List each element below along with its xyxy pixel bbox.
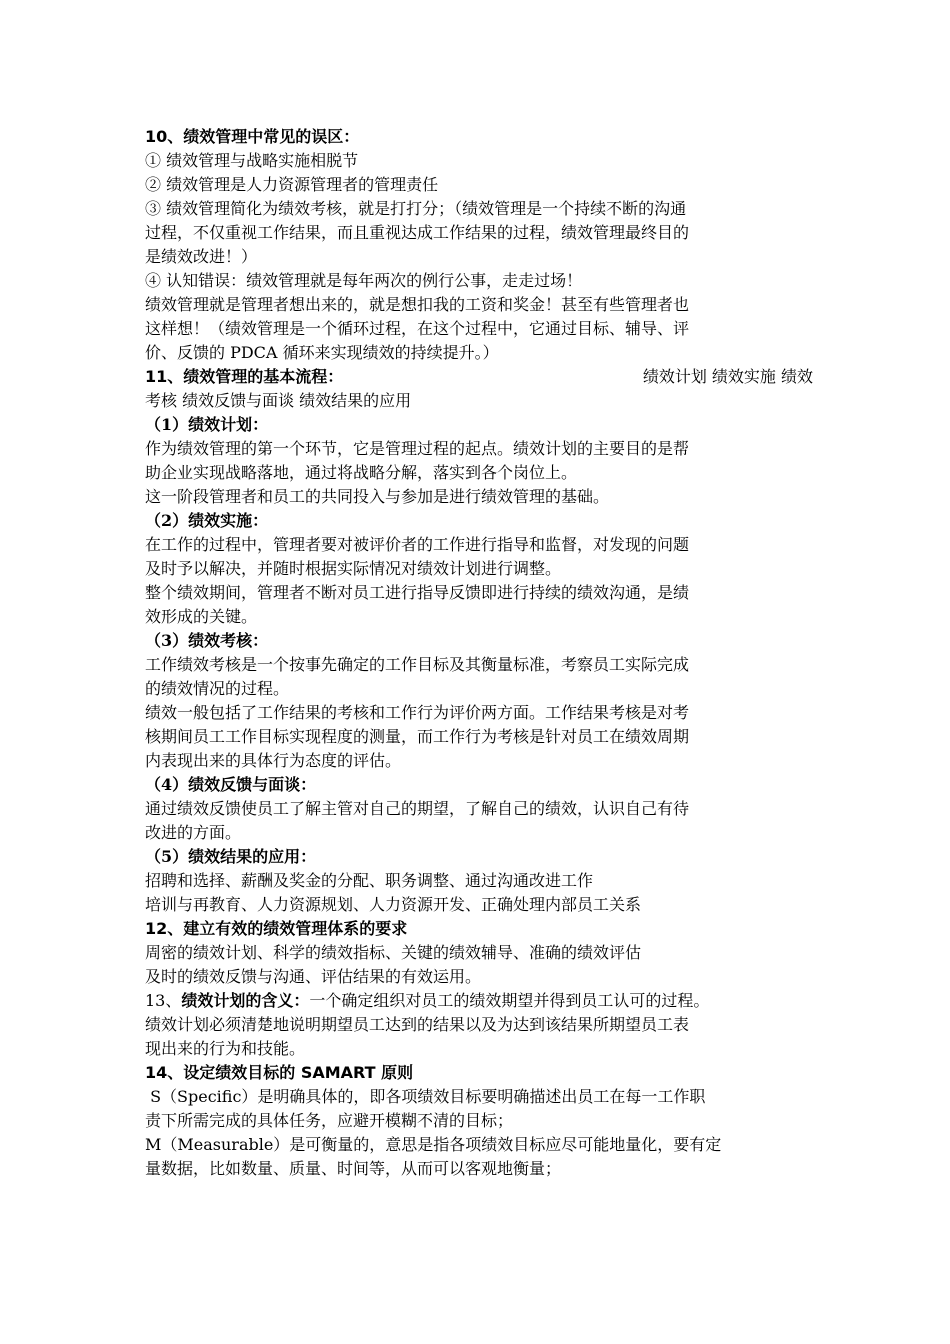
paragraph: 及时予以解决，并随时根据实际情况对绩效计划进行调整。 — [145, 559, 562, 578]
paragraph: 价、反馈的 PDCA 循环来实现绩效的持续提升。） — [145, 343, 499, 362]
paragraph: ① 绩效管理与战略实施相脱节 — [145, 151, 359, 170]
paragraph: 绩效管理就是管理者想出来的，就是想扣我的工资和奖金！甚至有些管理者也 — [145, 295, 690, 314]
paragraph: 在工作的过程中，管理者要对被评价者的工作进行指导和监督，对发现的问题 — [145, 535, 690, 554]
paragraph: ③ 绩效管理简化为绩效考核，就是打打分；（绩效管理是一个持续不断的沟通 — [145, 199, 687, 218]
document-page — [145, 125, 813, 1181]
paragraph: 改进的方面。 — [145, 823, 242, 842]
paragraph: 的绩效情况的过程。 — [145, 679, 290, 698]
paragraph: 绩效一般包括了工作结果的考核和工作行为评价两方面。工作结果考核是对考 — [145, 703, 690, 722]
heading-12: 12、建立有效的绩效管理体系的要求 — [145, 919, 408, 938]
paragraph: 过程，不仅重视工作结果，而且重视达成工作结果的过程，绩效管理最终目的 — [145, 223, 690, 242]
paragraph: 责下所需完成的具体任务，应避开模糊不清的目标； — [145, 1111, 514, 1130]
paragraph: 通过绩效反馈使员工了解主管对自己的期望，了解自己的绩效，认识自己有待 — [145, 799, 690, 818]
paragraph: 是绩效改进！） — [145, 247, 258, 266]
paragraph: 现出来的行为和技能。 — [145, 1039, 306, 1058]
paragraph: 绩效计划必须清楚地说明期望员工达到的结果以及为达到该结果所期望员工表 — [145, 1015, 690, 1034]
paragraph: ④ 认知错误：绩效管理就是每年两次的例行公事，走走过场！ — [145, 271, 583, 290]
paragraph: 培训与再教育、人力资源规划、人力资源开发、正确处理内部员工关系 — [145, 895, 642, 914]
paragraph: 作为绩效管理的第一个环节，它是管理过程的起点。绩效计划的主要目的是帮 — [145, 439, 690, 458]
paragraph: ② 绩效管理是人力资源管理者的管理责任 — [145, 175, 439, 194]
heading-13-text: 一个确定组织对员工的绩效期望并得到员工认可的过程。 — [309, 991, 710, 1010]
paragraph: 工作绩效考核是一个按事先确定的工作目标及其衡量标准，考察员工实际完成 — [145, 655, 690, 674]
subheading-1: （1）绩效计划： — [145, 415, 269, 434]
paragraph: 招聘和选择、薪酬及奖金的分配、职务调整、通过沟通改进工作 — [145, 871, 594, 890]
heading-13-title: 绩效计划的含义： — [181, 991, 310, 1010]
paragraph: 这一阶段管理者和员工的共同投入与参加是进行绩效管理的基础。 — [145, 487, 610, 506]
paragraph: 考核 绩效反馈与面谈 绩效结果的应用 — [145, 391, 412, 410]
paragraph: S（Specific）是明确具体的，即各项绩效目标要明确描述出员工在每一工作职 — [145, 1087, 706, 1106]
heading-11: 11、绩效管理的基本流程： — [145, 367, 344, 386]
paragraph: 助企业实现战略落地，通过将战略分解，落实到各个岗位上。 — [145, 463, 578, 482]
paragraph: 这样想！（绩效管理是一个循环过程，在这个过程中，它通过目标、辅导、评 — [145, 319, 690, 338]
subheading-2: （2）绩效实施： — [145, 511, 269, 530]
paragraph: 效形成的关键。 — [145, 607, 258, 626]
paragraph: 量数据，比如数量、质量、时间等，从而可以客观地衡量； — [145, 1159, 562, 1178]
paragraph: 周密的绩效计划、科学的绩效指标、关键的绩效辅导、准确的绩效评估 — [145, 943, 642, 962]
heading-13-number: 13、 — [145, 991, 182, 1010]
subheading-4: （4）绩效反馈与面谈： — [145, 775, 317, 794]
paragraph: 及时的绩效反馈与沟通、评估结果的有效运用。 — [145, 967, 482, 986]
paragraph: M（Measurable）是可衡量的，意思是指各项绩效目标应尽可能地量化，要有定 — [145, 1135, 722, 1154]
heading-11-row — [145, 365, 813, 389]
heading-13-row — [145, 989, 813, 1013]
heading-10: 10、绩效管理中常见的误区： — [145, 127, 360, 146]
subheading-5: （5）绩效结果的应用： — [145, 847, 317, 866]
paragraph: 整个绩效期间，管理者不断对员工进行指导反馈即进行持续的绩效沟通，是绩 — [145, 583, 690, 602]
paragraph: 内表现出来的具体行为态度的评估。 — [145, 751, 402, 770]
flow-steps: 绩效计划 绩效实施 绩效 — [642, 367, 813, 386]
paragraph: 核期间员工工作目标实现程度的测量，而工作行为考核是针对员工在绩效周期 — [145, 727, 690, 746]
subheading-3: （3）绩效考核： — [145, 631, 269, 650]
heading-14: 14、设定绩效目标的 SAMART 原则 — [145, 1063, 414, 1082]
